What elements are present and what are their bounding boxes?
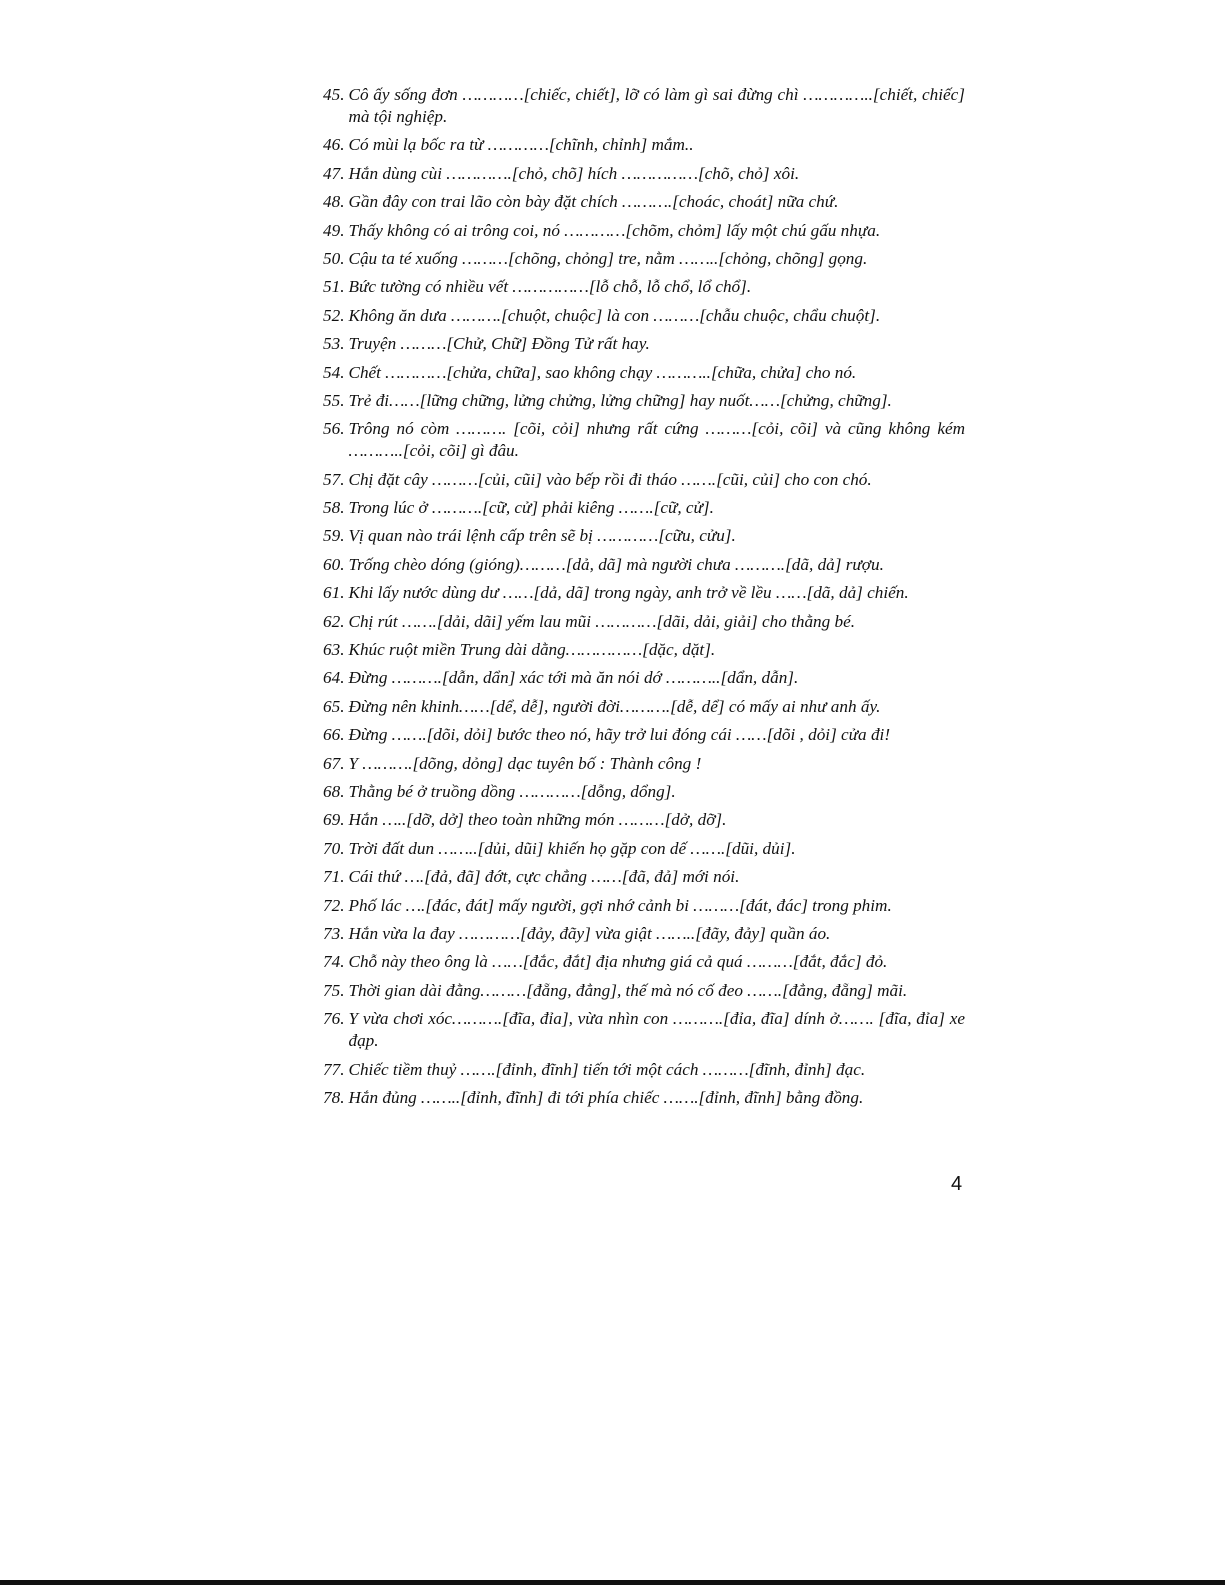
exercise-number: 77. [323, 1059, 345, 1079]
exercise-text: Hắn …..[dỡ, dở] theo toàn những món ………[dở, dỡ]. [348, 810, 727, 830]
exercise-text: Thấy không có ai trông coi, nó …………[chõm, chỏm] lấy một chú gấu nhựa. [348, 220, 881, 240]
exercise-number: 64. [323, 668, 345, 688]
exercise-item [323, 838, 965, 860]
exercise-number: 72. [323, 895, 345, 915]
exercise-number: 49. [323, 220, 345, 240]
exercise-number: 68. [323, 781, 345, 801]
exercise-number: 67. [323, 753, 345, 773]
exercise-text: Hắn vừa la đay …………[đảy, đãy] vừa giật ……..[đãy, đảy] quần áo. [348, 923, 831, 943]
exercise-item [323, 611, 965, 633]
exercise-number: 73. [323, 923, 345, 943]
exercise-text: Cô ấy sống đơn …………[chiếc, chiết], lỡ có làm gì sai đừng chì …………..[chiết, chiếc] mà tội nghiệp. [348, 85, 965, 126]
exercise-text: Y vừa chơi xóc……….[đĩa, đỉa], vừa nhìn con ……….[đỉa, đĩa] dính ở……. [đĩa, đỉa] xe đạp. [348, 1009, 965, 1051]
exercise-item [323, 866, 965, 888]
exercise-number: 59. [323, 526, 345, 546]
exercise-text: Có mùi lạ bốc ra từ …………[chĩnh, chỉnh] mắm.. [348, 135, 694, 155]
exercise-text: Không ăn dưa ……….[chuột, chuộc] là con ………[chẫu chuộc, chẩu chuột]. [348, 305, 881, 325]
exercise-number: 61. [323, 583, 345, 603]
exercise-item [323, 525, 965, 547]
exercise-item [323, 134, 965, 156]
exercise-item [323, 84, 965, 128]
exercise-number: 48. [323, 192, 345, 212]
exercise-item [323, 667, 965, 689]
exercise-list [323, 84, 965, 1115]
exercise-number: 70. [323, 838, 345, 858]
exercise-text: Khúc ruột miền Trung dài dằng……………[dặc, dặt]. [348, 640, 716, 660]
exercise-number: 57. [323, 469, 345, 489]
exercise-item [323, 220, 965, 242]
exercise-number: 55. [323, 390, 345, 410]
exercise-number: 71. [323, 867, 345, 887]
exercise-text: Truyện ………[Chử, Chữ] Đồng Tử rất hay. [348, 334, 650, 354]
exercise-item [323, 1059, 965, 1081]
exercise-number: 50. [323, 248, 345, 268]
exercise-text: Thời gian dài đằng………[đẵng, đẳng], thế mà nó cố đeo …….[đẳng, đẵng] mãi. [348, 980, 908, 1000]
exercise-number: 63. [323, 640, 345, 660]
exercise-number: 58. [323, 498, 345, 518]
exercise-item [323, 418, 965, 462]
exercise-item [323, 554, 965, 576]
exercise-text: Khi lấy nước dùng dư ……[dả, dã] trong ngày, anh trở về lều ……[dã, dả] chiến. [348, 583, 909, 603]
exercise-text: Chị đặt cây ………[củi, cũi] vào bếp rồi đi tháo …….[cũi, củi] cho con chó. [348, 469, 872, 489]
exercise-text: Vị quan nào trái lệnh cấp trên sẽ bị …………[cữu, cửu]. [348, 526, 736, 546]
exercise-text: Trống chèo dóng (gióng)………[dả, dã] mà người chưa ……….[dã, dả] rượu. [348, 554, 884, 574]
exercise-number: 78. [323, 1087, 345, 1107]
exercise-text: Y ……….[dõng, dỏng] dạc tuyên bố : Thành công ! [348, 753, 702, 773]
exercise-number: 54. [323, 362, 345, 382]
exercise-item [323, 191, 965, 213]
exercise-text: Chỗ này theo ông là ……[đắc, đắt] địa nhưng giá cả quá ………[đắt, đắc] đỏ. [348, 952, 888, 972]
exercise-text: Cậu ta té xuống ………[chõng, chỏng] tre, nằm ……..[chỏng, chõng] gọng. [348, 248, 868, 268]
exercise-text: Thằng bé ở truồng dồng …………[dỗng, dổng]. [348, 781, 676, 801]
exercise-item [323, 163, 965, 185]
exercise-item [323, 305, 965, 327]
exercise-text: Hắn đủng ……..[đỉnh, đĩnh] đi tới phía chiếc …….[đỉnh, đĩnh] bằng đồng. [348, 1087, 864, 1107]
exercise-number: 75. [323, 980, 345, 1000]
exercise-text: Bức tường có nhiều vết ……………[lỗ chỗ, lỗ chổ, lổ chổ]. [348, 277, 752, 297]
exercise-number: 47. [323, 163, 345, 183]
exercise-number: 65. [323, 696, 345, 716]
exercise-item [323, 753, 965, 775]
exercise-text: Gần đây con trai lão còn bày đặt chích ……….[choác, choát] nữa chứ. [348, 192, 839, 212]
exercise-text: Phố lác ….[đác, đát] mấy người, gợi nhớ cảnh bi ………[đát, đác] trong phim. [348, 895, 892, 915]
exercise-text: Chiếc tiềm thuỷ …….[đỉnh, đĩnh] tiến tới một cách ………[đĩnh, đỉnh] đạc. [348, 1059, 866, 1079]
exercise-text: Đừng ……….[dẫn, dẩn] xác tới mà ăn nói dớ ………..[dẩn, dẫn]. [348, 668, 799, 688]
exercise-item [323, 1008, 965, 1052]
exercise-text: Đừng nên khinh……[dể, dễ], người đời……….[dễ, dể] có mấy ai như anh ấy. [348, 696, 881, 716]
exercise-number: 46. [323, 135, 345, 155]
exercise-item [323, 639, 965, 661]
exercise-item [323, 582, 965, 604]
exercise-item [323, 895, 965, 917]
exercise-number: 76. [323, 1009, 345, 1029]
exercise-item [323, 1087, 965, 1109]
exercise-number: 62. [323, 611, 345, 631]
exercise-number: 69. [323, 810, 345, 830]
exercise-number: 74. [323, 952, 345, 972]
exercise-item [323, 497, 965, 519]
exercise-text: Trời đất dun ……..[dủi, dũi] khiến họ gặp con dế …….[dũi, dủi]. [348, 838, 796, 858]
exercise-item [323, 248, 965, 270]
exercise-item [323, 809, 965, 831]
exercise-number: 45. [323, 85, 345, 104]
exercise-item [323, 333, 965, 355]
exercise-number: 51. [323, 277, 345, 297]
exercise-number: 53. [323, 334, 345, 354]
exercise-text: Hắn dùng cùi ………….[chỏ, chõ] hích ……………[chõ, chỏ] xôi. [348, 163, 800, 183]
exercise-number: 52. [323, 305, 345, 325]
exercise-item [323, 696, 965, 718]
exercise-item [323, 951, 965, 973]
exercise-number: 56. [323, 419, 345, 439]
exercise-text: Đừng …….[dõi, dỏi] bước theo nó, hãy trở lui đóng cái ……[dõi , dỏi] cửa đi! [348, 725, 891, 745]
exercise-text: Trông nó còm ………. [cõi, cỏi] nhưng rất cứng ………[cỏi, cõi] và cũng không kém ………..[cỏi, cõi] gì đâu. [348, 419, 965, 461]
exercise-number: 60. [323, 554, 345, 574]
exercise-item [323, 362, 965, 384]
exercise-text: Chị rút …….[dải, dãi] yếm lau mũi …………[dãi, dải, giải] cho thằng bé. [348, 611, 856, 631]
exercise-text: Trẻ đi……[lững chững, lửng chửng, lửng chững] hay nuốt……[chửng, chững]. [348, 390, 892, 410]
exercise-item [323, 276, 965, 298]
exercise-text: Trong lúc ở ……….[cữ, cử] phải kiêng …….[cữ, cử]. [348, 498, 714, 518]
page-number: 4 [951, 1173, 963, 1195]
exercise-item [323, 390, 965, 412]
exercise-item [323, 724, 965, 746]
exercise-text: Cái thứ ….[đả, đã] đớt, cực chẳng ……[đã, đả] mới nói. [348, 867, 740, 887]
exercise-item [323, 781, 965, 803]
exercise-item [323, 923, 965, 945]
exercise-text: Chết …………[chửa, chữa], sao không chạy ………..[chữa, chửa] cho nó. [348, 362, 857, 382]
exercise-number: 66. [323, 725, 345, 745]
exercise-item [323, 469, 965, 491]
bottom-border [0, 1580, 1225, 1585]
exercise-item [323, 980, 965, 1002]
